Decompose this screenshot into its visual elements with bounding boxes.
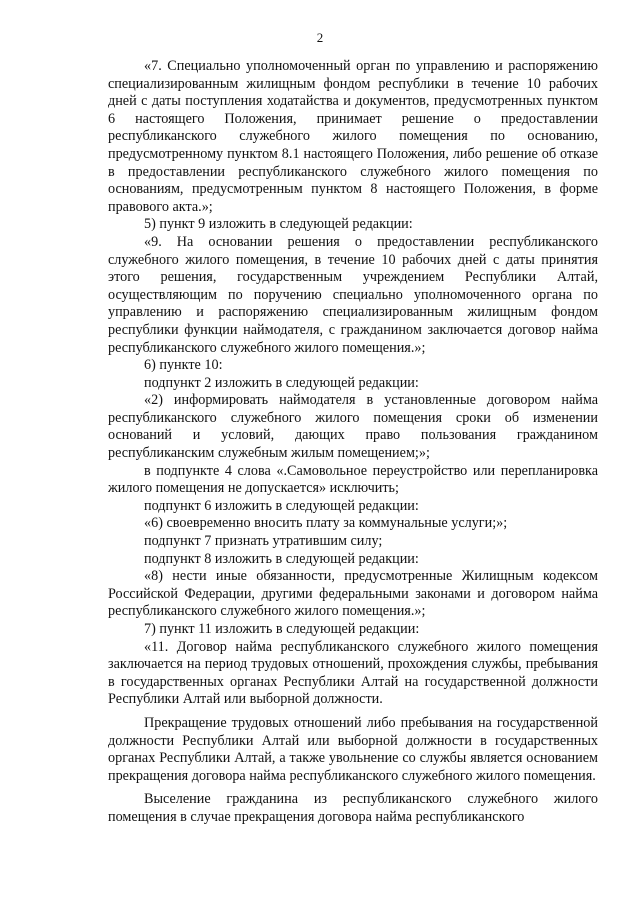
- paragraph-subpoint-8-intro: подпункт 8 изложить в следующей редакции:: [144, 550, 419, 567]
- paragraph-termination: Прекращение трудовых отношений либо пребывания на государственной должности Республики Алтай или выборной должности в государственных органах Республики Алтай, а также увольнение со службы является основанием прекращения договора найма республиканского служебного жилого помещения.: [108, 714, 598, 784]
- paragraph-subpoint-7: подпункт 7 признать утратившим силу;: [144, 533, 383, 550]
- paragraph-subpoint-6: «6) своевременно вносить плату за коммунальные услуги;»;: [144, 515, 508, 532]
- page-number: 2: [316, 30, 324, 45]
- document-body: [108, 58, 598, 827]
- paragraph-item-11: «11. Договор найма республиканского служебного жилого помещения заключается на период трудовых отношений, прохождения службы, пребывания в государственных органах Республики Алтай на государственной должности Республики Алтай или выборной должности.: [108, 638, 598, 708]
- paragraph-point-7: 7) пункт 11 изложить в следующей редакции:: [144, 621, 420, 637]
- paragraph-point-5: 5) пункт 9 изложить в следующей редакции:: [144, 216, 413, 233]
- paragraph-subpoint-2-intro: подпункт 2 изложить в следующей редакции:: [144, 374, 419, 391]
- paragraph-subpoint-2: «2) информировать наймодателя в установленные договором найма республиканского служебного жилого помещения сроки об изменении оснований и условий, дающих право пользования гражданином республиканским служебным жилым помещением;»;: [108, 392, 598, 462]
- paragraph-item-7: «7. Специально уполномоченный орган по управлению и распоряжению специализированным жилищным фондом республики в течение 10 рабочих дней с даты поступления ходатайства и документов, предусмотренных пунктом 6 настоящего Положения, принимает решение о предоставлении республиканского служебного жилого помещения по основанию, предусмотренному пунктом 8.1 настоящего Положения, либо решение об отказе в предоставлении республиканского служебного жилого помещения по основаниям, предусмотренным пунктом 8 настоящего Положения, в форме правового акта.»;: [108, 58, 598, 215]
- paragraph-subpoint-4: в подпункте 4 слова «.Самовольное переустройство или перепланировка жилого помещения не допускается» исключить;: [108, 462, 598, 497]
- paragraph-point-6: 6) пункте 10:: [144, 357, 223, 374]
- paragraph-item-9: «9. На основании решения о предоставлении республиканского служебного жилого помещения, в течение 10 рабочих дней с даты принятия этого решения, государственным учреждением Республики Алтай, осуществляющим по поручению специально уполномоченного органа по управлению и распоряжению специализированным жилищным фондом республики функции наймодателя, с гражданином заключается договор найма республиканского служебного жилого помещения.»;: [108, 233, 598, 356]
- paragraph-subpoint-6-intro: подпункт 6 изложить в следующей редакции:: [144, 497, 419, 514]
- paragraph-eviction: Выселение гражданина из республиканского служебного жилого помещения в случае прекращения договора найма республиканского: [108, 791, 598, 825]
- paragraph-subpoint-8: «8) нести иные обязанности, предусмотренные Жилищным кодексом Российской Федерации, другими федеральными законами и договором найма республиканского служебного жилого помещения.»;: [108, 568, 598, 620]
